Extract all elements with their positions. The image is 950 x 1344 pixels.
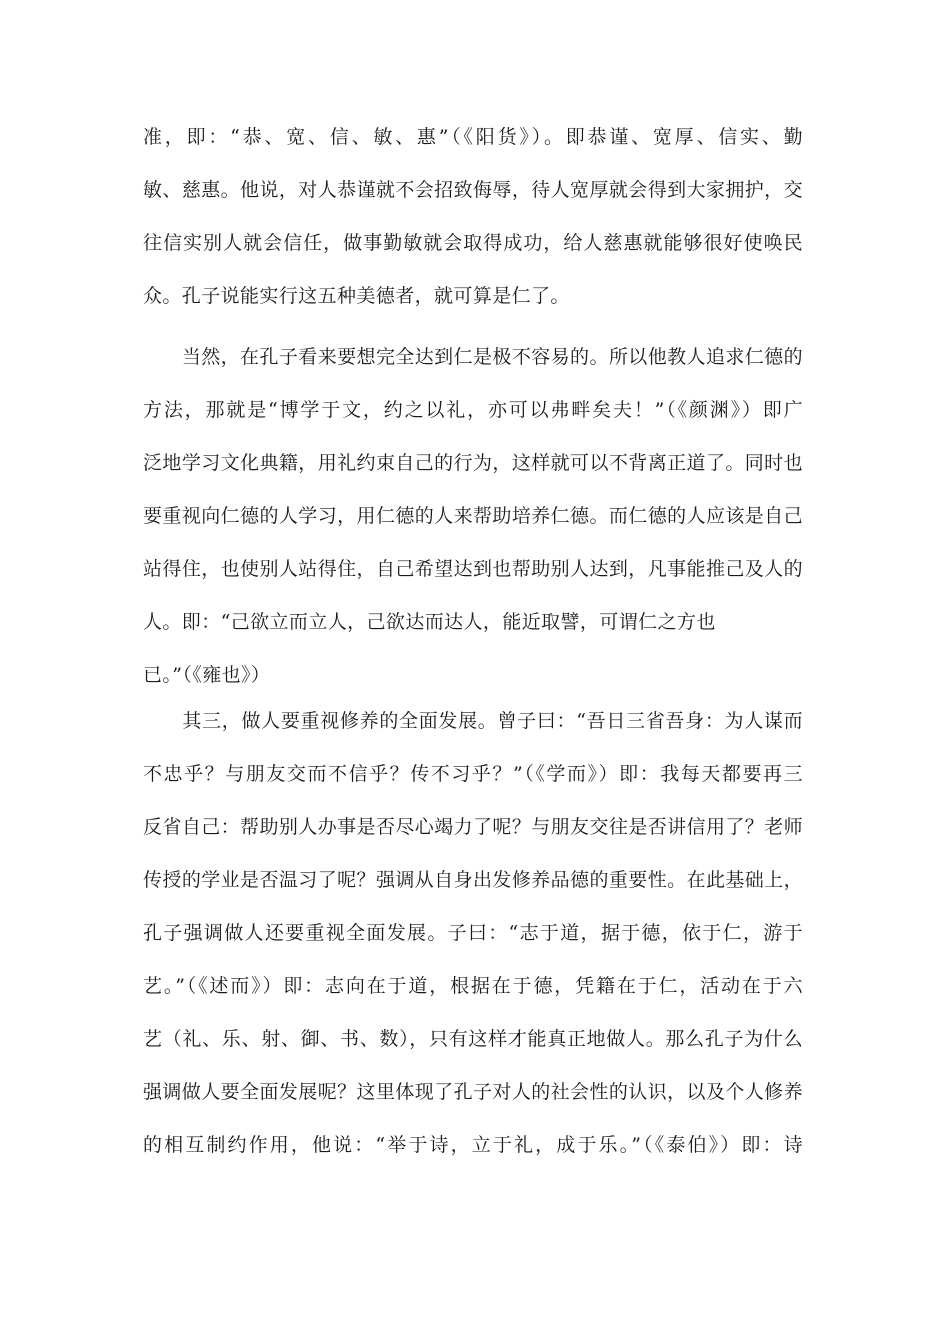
text-line: 当然，在孔子看来要想完全达到仁是极不容易的。所以他教人追求仁德的: [143, 346, 803, 368]
text-line: 反省自己：帮助别人办事是否尽心竭力了呢？与朋友交往是否讲信用了？老师: [143, 816, 803, 838]
text-line: 的相互制约作用，他说：“举于诗，立于礼，成于乐。”（《泰伯》）即：诗: [143, 1134, 803, 1156]
text-line: 往信实别人就会信任，做事勤敏就会取得成功，给人慈惠就能够很好使唤民: [143, 232, 803, 254]
text-line: 众。孔子说能实行这五种美德者，就可算是仁了。: [143, 285, 570, 307]
paragraph-3: [143, 695, 803, 1172]
text-line: 孔子强调做人还要重视全面发展。子曰：“志于道，据于德，依于仁，游于: [143, 922, 803, 944]
paragraph-1: [143, 111, 803, 323]
text-line: 准，即：“恭、宽、信、敏、惠”（《阳货》）。即恭谨、宽厚、信实、勤: [143, 126, 803, 148]
text-line: 站得住，也使别人站得住，自己希望达到也帮助别人达到，凡事能推己及人的: [143, 558, 803, 580]
text-line: 人。即：“己欲立而立人，己欲达而达人，能近取譬，可谓仁之方也: [143, 611, 716, 633]
text-line: 艺。”（《述而》）即：志向在于道，根据在于德，凭籍在于仁，活动在于六: [143, 975, 803, 997]
text-line: 方法，那就是“博学于文，约之以礼，亦可以弗畔矣夫！”（《颜渊》）即广: [143, 399, 803, 421]
text-line: 已。”（《雍也》）: [143, 664, 271, 686]
text-line: 其三，做人要重视修养的全面发展。曾子曰：“吾日三省吾身：为人谋而: [143, 710, 803, 732]
text-line: 要重视向仁德的人学习，用仁德的人来帮助培养仁德。而仁德的人应该是自己: [143, 505, 803, 527]
text-line: 强调做人要全面发展呢？这里体现了孔子对人的社会性的认识，以及个人修养: [143, 1081, 803, 1103]
text-line: 传授的学业是否温习了呢？强调从自身出发修养品德的重要性。在此基础上，: [143, 869, 803, 891]
text-line: 敏、慈惠。他说，对人恭谨就不会招致侮辱，待人宽厚就会得到大家拥护，交: [143, 179, 803, 201]
paragraph-2: [143, 331, 803, 702]
text-line: 艺（礼、乐、射、御、书、数），只有这样才能真正地做人。那么孔子为什么: [143, 1028, 803, 1050]
text-line: 不忠乎？与朋友交而不信乎？传不习乎？”（《学而》）即：我每天都要再三: [143, 763, 803, 785]
text-line: 泛地学习文化典籍，用礼约束自己的行为，这样就可以不背离正道了。同时也: [143, 452, 803, 474]
